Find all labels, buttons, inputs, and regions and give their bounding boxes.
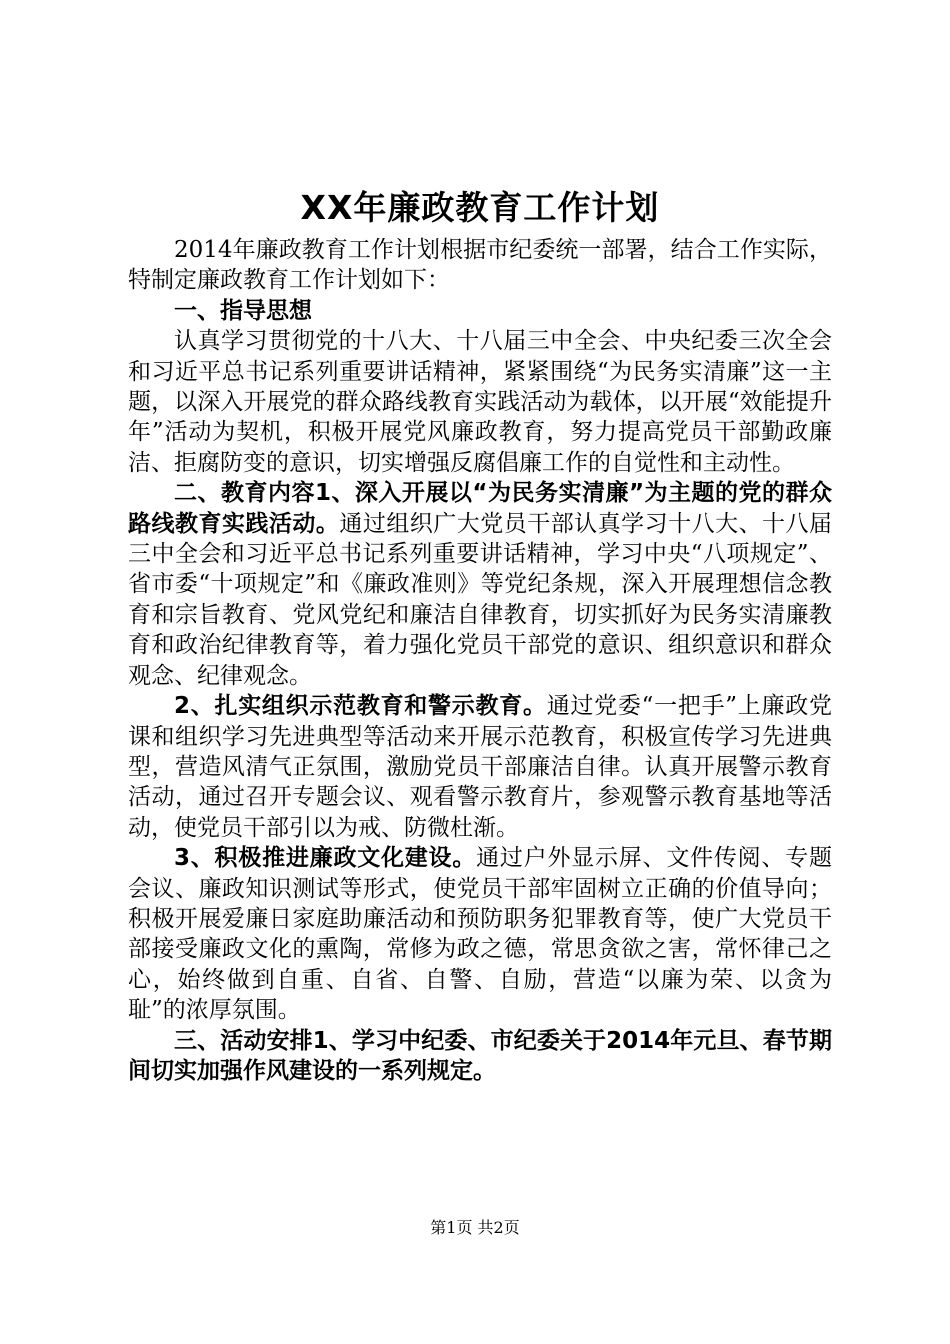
section-2-item-3-heading: 3、积极推进廉政文化建设。 — [174, 845, 477, 872]
section-2-heading: 二、教育内容1、深入开展以“为民务实清廉”为主题的党的群众路线教育实践活动。 — [128, 480, 832, 537]
page-footer: 第1页 共2页 — [430, 1218, 520, 1237]
section-2-item-3-paragraph — [128, 843, 832, 1025]
section-2-item-2-text: 通过党委“一把手”上廉政党课和组织学习先进典型等活动来开展示范教育，积极宣传学习先进典型，营造风清气正氛围，激励党员干部廉洁自律。认真开展警示教育活动，通过召开专题会议、观看警示教育片，参观警示教育基地等活动，使党员干部引以为戒、防微杜渐。 — [128, 693, 832, 841]
section-1-paragraph: 认真学习贯彻党的十八大、十八届三中全会、中央纪委三次全会和习近平总书记系列重要讲话精神，紧紧围绕“为民务实清廉”这一主题，以深入开展党的群众路线教育实践活动为载体，以开展“效能提升年”活动为契机，积极开展党风廉政教育，努力提高党员干部勤政廉洁、拒腐防变的意识，切实增强反腐倡廉工作的自觉性和主动性。 — [128, 328, 832, 476]
section-2-item-2-paragraph — [128, 691, 832, 843]
section-2-text: 通过组织广大党员干部认真学习十八大、十八届三中全会和习近平总书记系列重要讲话精神，学习中央“八项规定”、省市委“十项规定”和《廉政准则》等党纪条规，深入开展理想信念教育和宗旨教育、党风党纪和廉洁自律教育，切实抓好为民务实清廉教育和政治纪律教育等，着力强化党员干部党的意识、组织意识和群众观念、纪律观念。 — [128, 510, 833, 689]
section-2-paragraph — [128, 478, 832, 691]
section-1-heading: 一、指导思想 — [174, 297, 312, 324]
document-title: XX年廉政教育工作计划 — [300, 188, 660, 227]
document-body — [128, 235, 832, 1086]
intro-paragraph: 2014年廉政教育工作计划根据市纪委统一部署，结合工作实际，特制定廉政教育工作计划如下： — [128, 237, 832, 294]
section-2-item-2-heading: 2、扎实组织示范教育和警示教育。 — [174, 693, 547, 720]
section-2-item-3-text: 通过户外显示屏、文件传阅、专题会议、廉政知识测试等形式，使党员干部牢固树立正确的价值导向；积极开展爱廉日家庭助廉活动和预防职务犯罪教育等，使广大党员干部接受廉政文化的熏陶，常修为政之德，常思贪欲之害，常怀律己之心，始终做到自重、自省、自警、自励，营造“以廉为荣、以贪为耻”的浓厚氛围。 — [128, 845, 832, 1024]
section-3-heading: 三、活动安排1、学习中纪委、市纪委关于2014年元旦、春节期间切实加强作风建设的一系列规定。 — [128, 1027, 832, 1084]
